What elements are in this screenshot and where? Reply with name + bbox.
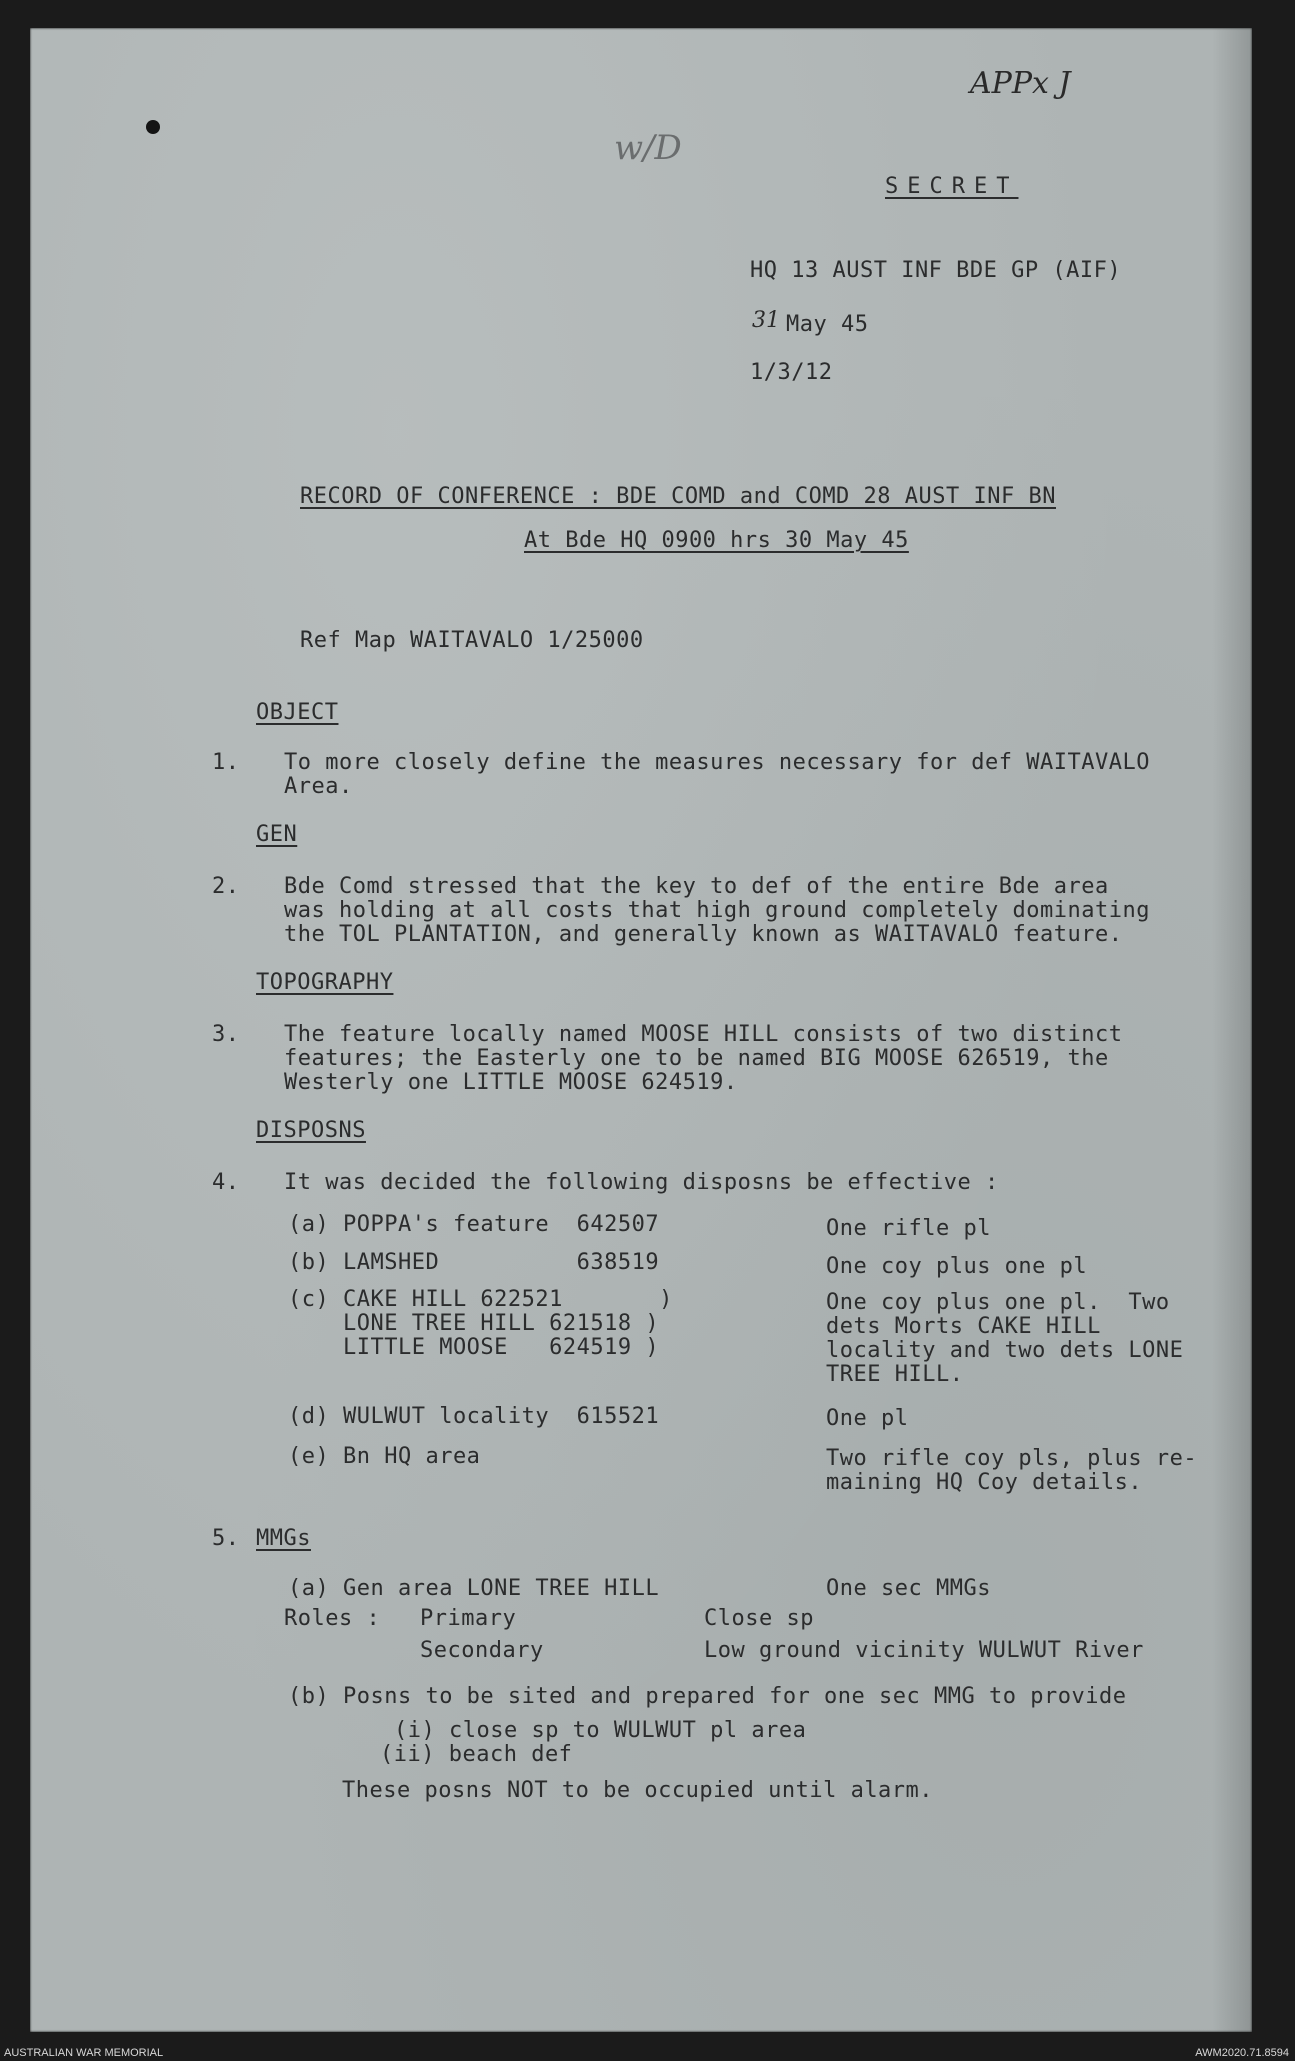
mmg-a-location: (a) Gen area LONE TREE HILL — [288, 1576, 660, 1601]
disposn-e-location: (e) Bn HQ area — [288, 1444, 481, 1469]
file-reference: 1/3/12 — [750, 360, 833, 385]
disposn-d-detail: One pl — [826, 1406, 909, 1431]
para-3-number: 3. — [212, 1022, 240, 1047]
pin-hole-mark — [146, 120, 160, 134]
paper-edge-shadow — [1212, 28, 1252, 2032]
footer-accession: AWM2020.71.8594 — [1195, 2047, 1289, 2059]
primary-role-value: Close sp — [704, 1606, 814, 1631]
para-3-line: Westerly one LITTLE MOOSE 624519. — [284, 1070, 738, 1095]
para-4-number: 4. — [212, 1170, 240, 1195]
mmg-b-line: (b) Posns to be sited and prepared for one sec MMG to provide — [288, 1684, 1127, 1709]
handwritten-date: 31 — [752, 308, 780, 333]
mmg-b-note: These posns NOT to be occupied until alarm. — [342, 1778, 934, 1803]
para-2-line: was holding at all costs that high ground completely dominating — [284, 898, 1150, 923]
mmg-a-detail: One sec MMGs — [826, 1576, 991, 1601]
para-2-line: Bde Comd stressed that the key to def of the entire Bde area — [284, 874, 1109, 899]
para-2-number: 2. — [212, 874, 240, 899]
disposn-e-detail: Two rifle coy pls, plus re- — [826, 1446, 1198, 1471]
disposn-a-location: (a) POPPA's feature 642507 — [288, 1212, 660, 1237]
footer-source: AUSTRALIAN WAR MEMORIAL — [4, 2047, 164, 2059]
disposn-b-detail: One coy plus one pl — [826, 1254, 1088, 1279]
disposn-c-location: (c) CAKE HILL 622521 ) LONE TREE HILL 621518 ) LITTLE MOOSE 624519 ) — [288, 1287, 673, 1360]
disposn-a-detail: One rifle pl — [826, 1216, 991, 1241]
para-3-line: features; the Easterly one to be named BIG MOOSE 626519, the — [284, 1046, 1109, 1071]
conference-title-line1: RECORD OF CONFERENCE : BDE COMD and COMD 28 AUST INF BN — [300, 484, 1056, 509]
secondary-role-label: Secondary — [420, 1638, 544, 1663]
disposn-e-detail: maining HQ Coy details. — [826, 1470, 1143, 1495]
reference-map: Ref Map WAITAVALO 1/25000 — [300, 628, 644, 653]
mmg-b-item-i: (i) close sp to WULWUT pl area — [394, 1718, 807, 1743]
para-3-line: The feature locally named MOOSE HILL consists of two distinct — [284, 1022, 1123, 1047]
classification-secret: SECRET — [885, 174, 1019, 199]
object-heading: OBJECT — [256, 700, 339, 725]
mmgs-heading: MMGs — [256, 1526, 311, 1551]
disposn-c-detail: TREE HILL. — [826, 1362, 964, 1387]
para-1-line: Area. — [284, 774, 353, 799]
para-2-line: the TOL PLANTATION, and generally known as WAITAVALO feature. — [284, 922, 1123, 947]
topography-heading: TOPOGRAPHY — [256, 970, 394, 995]
para-4-intro: It was decided the following disposns be effective : — [284, 1170, 999, 1195]
para-1-line: To more closely define the measures necessary for def WAITAVALO — [284, 750, 1150, 775]
disposns-heading: DISPOSNS — [256, 1118, 366, 1143]
disposn-d-location: (d) WULWUT locality 615521 — [288, 1404, 660, 1429]
disposn-c-detail: One coy plus one pl. Two — [826, 1290, 1170, 1315]
unit-heading: HQ 13 AUST INF BDE GP (AIF) — [750, 258, 1122, 283]
wd-annotation: w/D — [614, 128, 682, 168]
para-1-number: 1. — [212, 750, 240, 775]
header-date: May 45 — [786, 312, 869, 337]
mmg-b-item-ii: (ii) beach def — [380, 1742, 573, 1767]
primary-role-label: Primary — [420, 1606, 517, 1631]
secondary-role-value: Low ground vicinity WULWUT River — [704, 1638, 1144, 1663]
gen-heading: GEN — [256, 822, 298, 847]
para-5-number: 5. — [212, 1526, 240, 1551]
disposn-c-detail: dets Morts CAKE HILL — [826, 1314, 1101, 1339]
conference-title-line2: At Bde HQ 0900 hrs 30 May 45 — [524, 528, 909, 553]
roles-label: Roles : — [284, 1606, 381, 1631]
disposn-c-detail: locality and two dets LONE — [826, 1338, 1184, 1363]
appendix-annotation: APPx J — [970, 66, 1071, 101]
disposn-b-location: (b) LAMSHED 638519 — [288, 1250, 660, 1275]
